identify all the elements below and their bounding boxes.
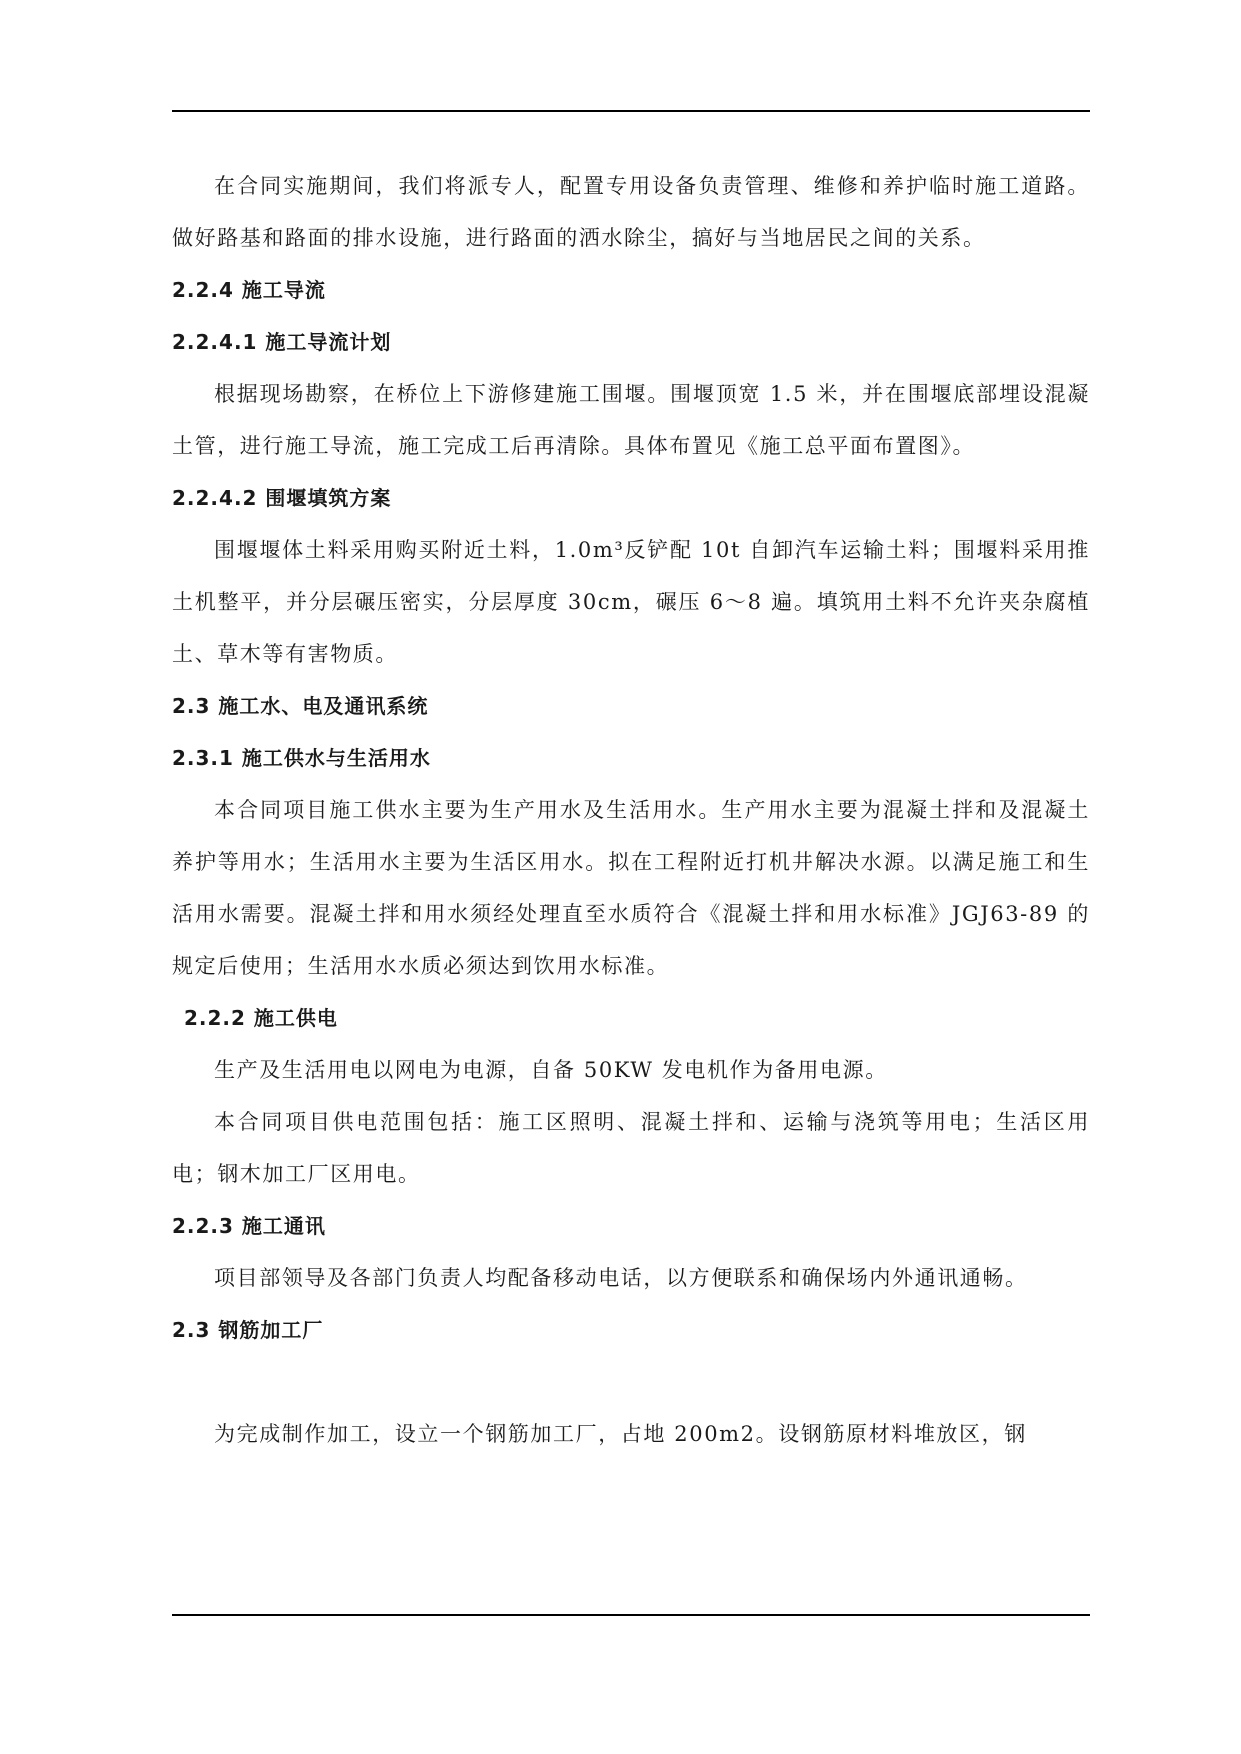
heading-construction-diversion: 2.2.4 施工导流	[172, 278, 326, 302]
heading-power-supply: 2.2.2 施工供电	[184, 1006, 338, 1030]
heading-water-supply: 2.3.1 施工供水与生活用水	[172, 746, 431, 770]
paragraph-power-scope: 本合同项目供电范围包括：施工区照明、混凝土拌和、运输与浇筑等用电；生活区用电；钢木加工厂区用电。	[172, 1110, 1090, 1186]
paragraph-water-supply: 本合同项目施工供水主要为生产用水及生活用水。生产用水主要为混凝土拌和及混凝土养护等用水；生活用水主要为生活区用水。拟在工程附近打机井解决水源。以满足施工和生活用水需要。混凝土拌和用水须经处理直至水质符合《混凝土拌和用水标准》JGJ63-89 的规定后使用；生活用水水质必须达到饮用水标准。	[172, 798, 1090, 978]
heading-communication: 2.2.3 施工通讯	[172, 1214, 326, 1238]
paragraph-diversion-plan: 根据现场勘察，在桥位上下游修建施工围堰。围堰顶宽 1.5 米，并在围堰底部埋设混凝土管，进行施工导流，施工完成工后再清除。具体布置见《施工总平面布置图》。	[172, 382, 1090, 458]
header-rule	[172, 110, 1090, 112]
heading-diversion-plan: 2.2.4.1 施工导流计划	[172, 330, 392, 354]
paragraph-cofferdam-fill: 围堰堰体土料采用购买附近土料，1.0m³反铲配 10t 自卸汽车运输土料；围堰料采用推土机整平，并分层碾压密实，分层厚度 30cm，碾压 6～8 遍。填筑用土料不允许夹杂腐植土、草木等有害物质。	[172, 538, 1090, 666]
footer-rule	[172, 1614, 1090, 1616]
paragraph-power-source: 生产及生活用电以网电为电源，自备 50KW 发电机作为备用电源。	[214, 1058, 888, 1082]
heading-cofferdam-fill: 2.2.4.2 围堰填筑方案	[172, 486, 392, 510]
document-body	[172, 160, 1090, 1460]
blank-line	[172, 1356, 1090, 1408]
paragraph-road-maintenance: 在合同实施期间，我们将派专人，配置专用设备负责管理、维修和养护临时施工道路。做好路基和路面的排水设施，进行路面的洒水除尘，搞好与当地居民之间的关系。	[172, 174, 1090, 250]
paragraph-rebar-workshop: 为完成制作加工，设立一个钢筋加工厂，占地 200m2。设钢筋原材料堆放区，钢	[214, 1422, 1027, 1446]
heading-water-power-comm: 2.3 施工水、电及通讯系统	[172, 694, 429, 718]
heading-rebar-workshop: 2.3 钢筋加工厂	[172, 1318, 324, 1342]
paragraph-communication: 项目部领导及各部门负责人均配备移动电话，以方便联系和确保场内外通讯通畅。	[214, 1266, 1028, 1290]
